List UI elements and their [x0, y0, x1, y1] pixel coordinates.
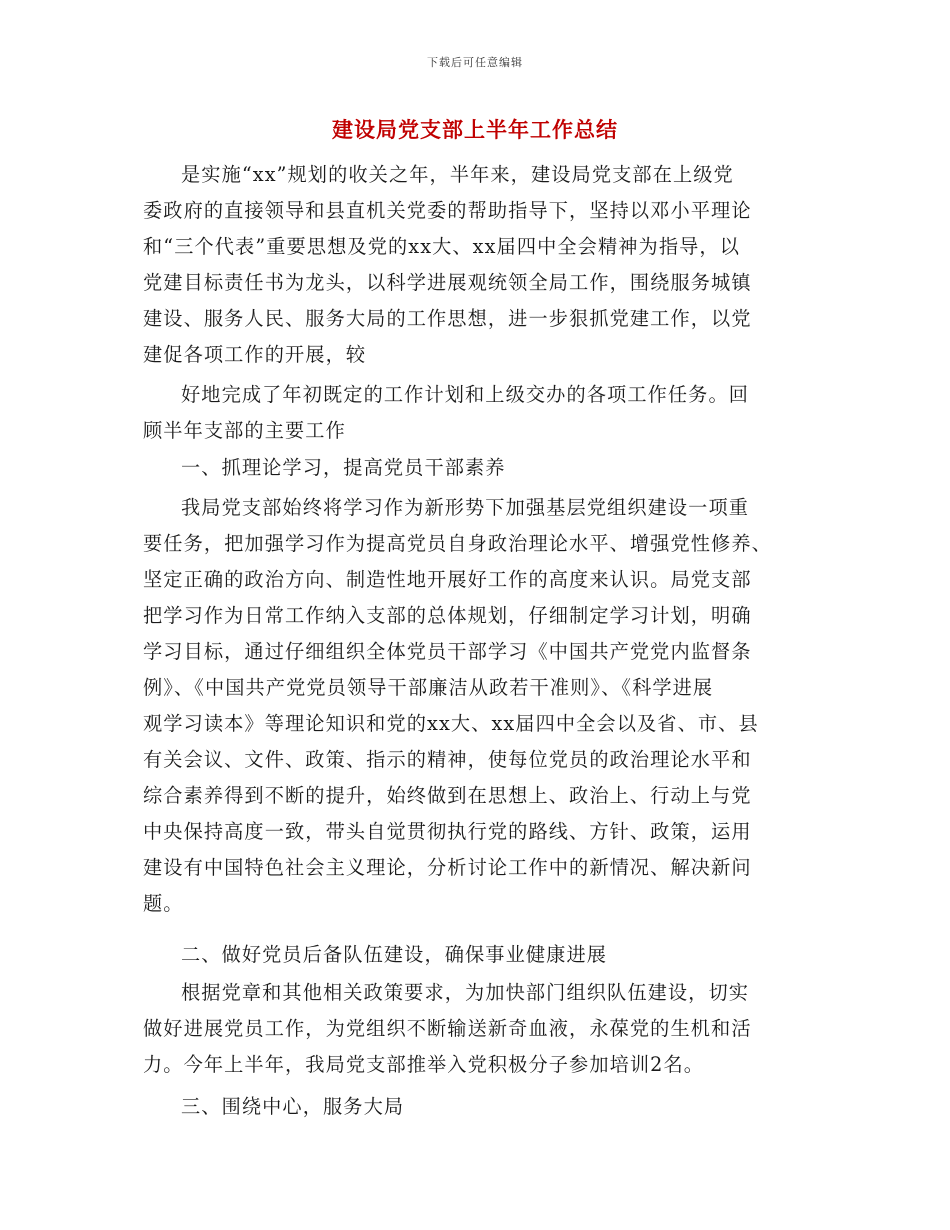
text-line: 例》、《中国共产党党员领导干部廉洁从政若干准则》、《科学进展	[143, 676, 714, 699]
text-line: 是实施“xx”规划的收关之年，半年来，建设局党支部在上级党	[181, 163, 734, 186]
text-line: 党建目标责任书为龙头，以科学进展观统领全局工作，围绕服务城镇	[143, 271, 752, 294]
text-line: 观学习读本》等理论知识和党的xx大、xx届四中全会以及省、市、县	[143, 712, 759, 735]
text-line: 把学习作为日常工作纳入支部的总体规划，仔细制定学习计划，明确	[143, 604, 752, 627]
document-title: 建设局党支部上半年工作总结	[332, 117, 618, 142]
text-line: 委政府的直接领导和县直机关党委的帮助指导下，坚持以邓小平理论	[143, 199, 752, 222]
text-line: 建促各项工作的开展，较	[143, 343, 367, 366]
text-line: 建设有中国特色社会主义理论，分析讨论工作中的新情况、解决新问	[143, 856, 752, 879]
text-line: 我局党支部始终将学习作为新形势下加强基层党组织建设一项重	[181, 496, 750, 519]
text-line: 和“三个代表”重要思想及党的xx大、xx届四中全会精神为指导，以	[143, 235, 740, 258]
text-line: 根据党章和其他相关政策要求，为加快部门组织队伍建设，切实	[181, 981, 750, 1004]
page-header-note: 下载后可任意编辑	[427, 56, 523, 69]
heading-text: 二、做好党员后备队伍建设，确保事业健康进展	[181, 943, 608, 966]
heading-text: 三、围绕中心，服务大局	[181, 1095, 405, 1118]
section-heading-1	[143, 450, 808, 486]
text-line: 中央保持高度一致，带头自觉贯彻执行党的路线、方针、政策，运用	[143, 820, 752, 843]
section-heading-2	[143, 937, 808, 973]
heading-text: 一、抓理论学习，提高党员干部素养	[181, 456, 506, 479]
text-line: 要任务，把加强学习作为提高党员自身政治理论水平、增强党性修养、	[143, 532, 772, 555]
paragraph-intro	[143, 157, 808, 373]
paragraph-reserve-team	[143, 975, 808, 1083]
section-heading-3	[143, 1089, 808, 1125]
text-line: 学习目标，通过仔细组织全体党员干部学习《中国共产党党内监督条	[143, 640, 752, 663]
text-line: 综合素养得到不断的提升，始终做到在思想上、政治上、行动上与党	[143, 784, 752, 807]
text-line: 有关会议、文件、政策、指示的精神，使每位党员的政治理论水平和	[143, 748, 752, 771]
text-line: 做好进展党员工作，为党组织不断输送新奇血液，永葆党的生机和活	[143, 1017, 752, 1040]
text-line: 力。今年上半年，我局党支部推举入党积极分子参加培训2名。	[143, 1053, 705, 1076]
text-line: 坚定正确的政治方向、制造性地开展好工作的高度来认识。局党支部	[143, 568, 752, 591]
paragraph-review	[143, 377, 808, 449]
text-line: 好地完成了年初既定的工作计划和上级交办的各项工作任务。回	[181, 383, 750, 406]
paragraph-theory-study	[143, 490, 808, 922]
text-line: 顾半年支部的主要工作	[143, 419, 346, 442]
text-line: 建设、服务人民、服务大局的工作思想，进一步狠抓党建工作，以党	[143, 307, 752, 330]
text-line: 题。	[143, 892, 184, 915]
